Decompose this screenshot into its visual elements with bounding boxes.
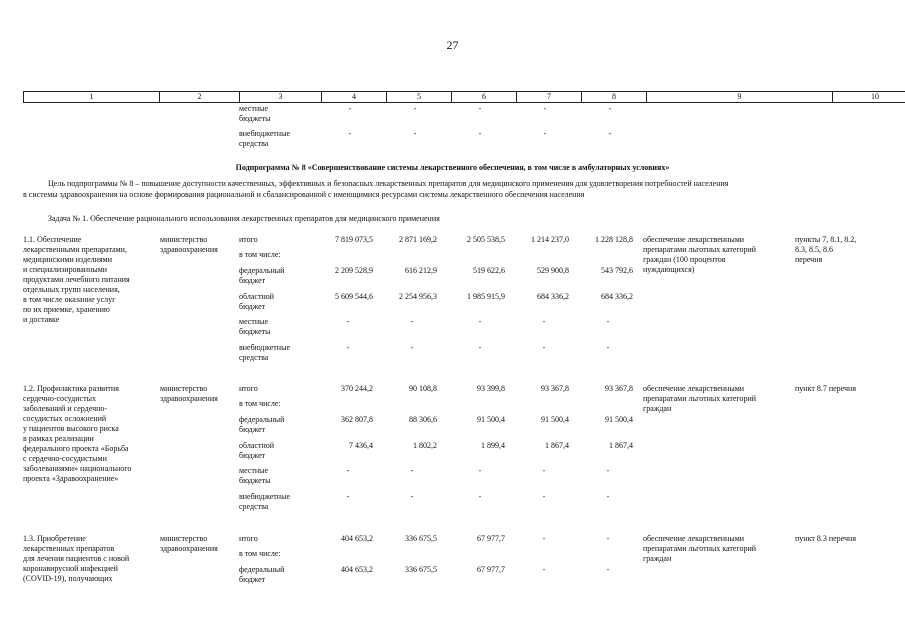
item-2-row-3-value-col8: 91 500,4 <box>605 415 633 424</box>
item-1-row-4-value-col6: 1 985 915,9 <box>467 292 505 301</box>
item-2-row-1-label: итого <box>239 384 258 393</box>
page-number: 27 <box>446 38 459 52</box>
item-3-row-3-value-col5: 336 675,5 <box>405 565 437 574</box>
subprogram-title: Подпрограмма № 8 «Совершенствование системы лекарственного обеспечения, в том числе в амбулаторных условиях» <box>235 163 670 172</box>
item-1-row-2-label: в том числе: <box>239 250 281 259</box>
item-2-row-6-label: внебюджетные средства <box>239 492 290 511</box>
item-3-row-3-value-col8: - <box>606 565 610 574</box>
header-col-5: 5 <box>387 92 452 103</box>
top-row-local-col7: - <box>543 104 547 113</box>
item-2-result: обеспечение лекарственными препаратами льготных категорий граждан <box>643 384 757 413</box>
item-1-row-4-value-col4: 5 609 544,6 <box>335 292 373 301</box>
item-1-row-5-value-col6: - <box>478 317 482 326</box>
item-3-row-3-label: федеральный бюджет <box>239 565 285 584</box>
item-1-result: обеспечение лекарственными препаратами льготных категорий граждан (100 процентов нуждающихся) <box>643 235 757 274</box>
item-3-reference: пункт 8.3 перечня <box>795 534 857 543</box>
item-1-row-5-value-col5: - <box>410 317 414 326</box>
item-2-row-4-value-col4: 7 436,4 <box>349 441 373 450</box>
item-2-row-4-value-col7: 1 867,4 <box>545 441 569 450</box>
item-1-row-6-value-col5: - <box>410 343 414 352</box>
item-3-executor: министерство здравоохранения <box>160 534 218 553</box>
header-col-10: 10 <box>833 92 905 103</box>
task-heading: Задача № 1. Обеспечение рационального использования лекарственных препаратов для медицинского применения <box>48 214 440 223</box>
header-col-3: 3 <box>240 92 322 103</box>
item-3-row-3-value-col6: 67 977,7 <box>477 565 505 574</box>
header-col-1: 1 <box>24 92 160 103</box>
top-row-local-col5: - <box>413 104 417 113</box>
item-3-name: 1.3. Приобретение лекарственных препаратов для лечения пациентов с новой коронавирусной инфекцией (COVID-19), получающих <box>23 534 130 583</box>
top-row-extrabudget-label: внебюджетные средства <box>239 129 290 148</box>
item-3-row-2-label: в том числе: <box>239 549 281 558</box>
item-2-row-2-label: в том числе: <box>239 399 281 408</box>
top-row-extrabudget-col4: - <box>348 129 352 138</box>
header-col-9: 9 <box>647 92 833 103</box>
item-2-row-5-value-col6: - <box>478 466 482 475</box>
goal-line-2: в системы здравоохранения на основе формирования рациональной и сбалансированной с имеющимися ресурсами системы лекарственного обеспечения населения <box>23 190 585 199</box>
item-3-row-1-value-col7: - <box>542 534 546 543</box>
column-number-header <box>23 91 905 103</box>
item-3-row-1-value-col5: 336 675,5 <box>405 534 437 543</box>
item-1-row-5-value-col7: - <box>542 317 546 326</box>
item-3-row-1-value-col4: 404 653,2 <box>341 534 373 543</box>
item-2-row-5-value-col5: - <box>410 466 414 475</box>
item-2-row-1-value-col4: 370 244,2 <box>341 384 373 393</box>
top-row-local-col8: - <box>608 104 612 113</box>
top-row-extrabudget-col8: - <box>608 129 612 138</box>
item-1-executor: министерство здравоохранения <box>160 235 218 254</box>
item-1-row-1-value-col6: 2 505 538,5 <box>467 235 505 244</box>
item-2-row-6-value-col4: - <box>346 492 350 501</box>
item-2-row-5-label: местные бюджеты <box>239 466 271 485</box>
top-row-extrabudget-col6: - <box>478 129 482 138</box>
item-1-row-1-label: итого <box>239 235 258 244</box>
item-1-row-3-value-col6: 519 622,6 <box>473 266 505 275</box>
item-2-row-4-value-col5: 1 802,2 <box>413 441 437 450</box>
item-1-row-1-value-col8: 1 228 128,8 <box>595 235 633 244</box>
item-2-row-6-value-col6: - <box>478 492 482 501</box>
item-2-row-6-value-col7: - <box>542 492 546 501</box>
item-2-name: 1.2. Профилактика развития сердечно-сосудистых заболеваний и сердечно- сосудистых осложнений у пациентов высокого риска в рамках реализации федерального проекта «Борьба с сердечно-сосудистыми заболеваниями» национального проекта «Здравоохранение» <box>23 384 132 483</box>
goal-line-1: Цель подпрограммы № 8 – повышение доступности качественных, эффективных и безопасных лекарственных препаратов для медицинского применения для удовлетворения потребностей населения <box>48 179 729 188</box>
item-1-row-6-value-col6: - <box>478 343 482 352</box>
item-2-executor: министерство здравоохранения <box>160 384 218 403</box>
item-2-row-6-value-col5: - <box>410 492 414 501</box>
item-2-row-3-value-col5: 88 306,6 <box>409 415 437 424</box>
item-1-row-6-value-col7: - <box>542 343 546 352</box>
item-3-row-1-value-col6: 67 977,7 <box>477 534 505 543</box>
header-col-2: 2 <box>160 92 240 103</box>
item-2-row-6-value-col8: - <box>606 492 610 501</box>
item-2-row-4-value-col6: 1 899,4 <box>481 441 505 450</box>
item-3-result: обеспечение лекарственными препаратами льготных категорий граждан <box>643 534 757 563</box>
item-1-row-3-label: федеральный бюджет <box>239 266 285 285</box>
item-1-row-6-label: внебюджетные средства <box>239 343 290 362</box>
header-col-6: 6 <box>452 92 517 103</box>
item-1-row-4-label: областной бюджет <box>239 292 275 311</box>
header-col-8: 8 <box>582 92 647 103</box>
item-1-row-6-value-col8: - <box>606 343 610 352</box>
top-row-local-col6: - <box>478 104 482 113</box>
item-2-row-5-value-col7: - <box>542 466 546 475</box>
item-2-row-5-value-col4: - <box>346 466 350 475</box>
item-3-row-1-label: итого <box>239 534 258 543</box>
item-1-row-1-value-col7: 1 214 237,0 <box>531 235 569 244</box>
top-row-local-col4: - <box>348 104 352 113</box>
item-2-row-5-value-col8: - <box>606 466 610 475</box>
item-1-row-3-value-col4: 2 209 528,9 <box>335 266 373 275</box>
item-2-row-4-label: областной бюджет <box>239 441 275 460</box>
item-2-row-1-value-col8: 93 367,8 <box>605 384 633 393</box>
item-2-row-3-label: федеральный бюджет <box>239 415 285 434</box>
header-col-7: 7 <box>517 92 582 103</box>
item-2-row-1-value-col7: 93 367,8 <box>541 384 569 393</box>
item-1-row-4-value-col7: 684 336,2 <box>537 292 569 301</box>
item-1-row-4-value-col8: 684 336,2 <box>601 292 633 301</box>
item-3-row-1-value-col8: - <box>606 534 610 543</box>
item-3-row-3-value-col4: 404 653,2 <box>341 565 373 574</box>
item-2-row-3-value-col7: 91 500,4 <box>541 415 569 424</box>
top-row-extrabudget-col5: - <box>413 129 417 138</box>
item-2-row-4-value-col8: 1 867,4 <box>609 441 633 450</box>
item-2-row-3-value-col6: 91 500,4 <box>477 415 505 424</box>
item-1-row-5-value-col4: - <box>346 317 350 326</box>
item-1-reference: пункты 7, 8.1, 8.2, 8.3, 8.5, 8.6 перечня <box>795 235 857 264</box>
item-1-row-6-value-col4: - <box>346 343 350 352</box>
top-row-local-label: местные бюджеты <box>239 104 271 123</box>
item-2-row-1-value-col5: 90 108,8 <box>409 384 437 393</box>
item-1-row-5-value-col8: - <box>606 317 610 326</box>
item-2-row-3-value-col4: 362 807,8 <box>341 415 373 424</box>
item-1-row-3-value-col7: 529 900,8 <box>537 266 569 275</box>
item-1-row-1-value-col4: 7 819 073,5 <box>335 235 373 244</box>
item-1-name: 1.1. Обеспечение лекарственными препаратами, медицинскими изделиями и специализированными продуктами лечебного питания отдельных групп населения, в том числе оказание услуг по их приемке, хранению и доставке <box>23 235 130 324</box>
item-2-reference: пункт 8.7 перечня <box>795 384 857 393</box>
item-2-row-1-value-col6: 93 399,8 <box>477 384 505 393</box>
item-1-row-1-value-col5: 2 871 169,2 <box>399 235 437 244</box>
top-row-extrabudget-col7: - <box>543 129 547 138</box>
header-col-4: 4 <box>322 92 387 103</box>
item-1-row-5-label: местные бюджеты <box>239 317 271 336</box>
item-1-row-3-value-col8: 543 792,6 <box>601 266 633 275</box>
item-3-row-3-value-col7: - <box>542 565 546 574</box>
item-1-row-4-value-col5: 2 254 956,3 <box>399 292 437 301</box>
item-1-row-3-value-col5: 616 212,9 <box>405 266 437 275</box>
